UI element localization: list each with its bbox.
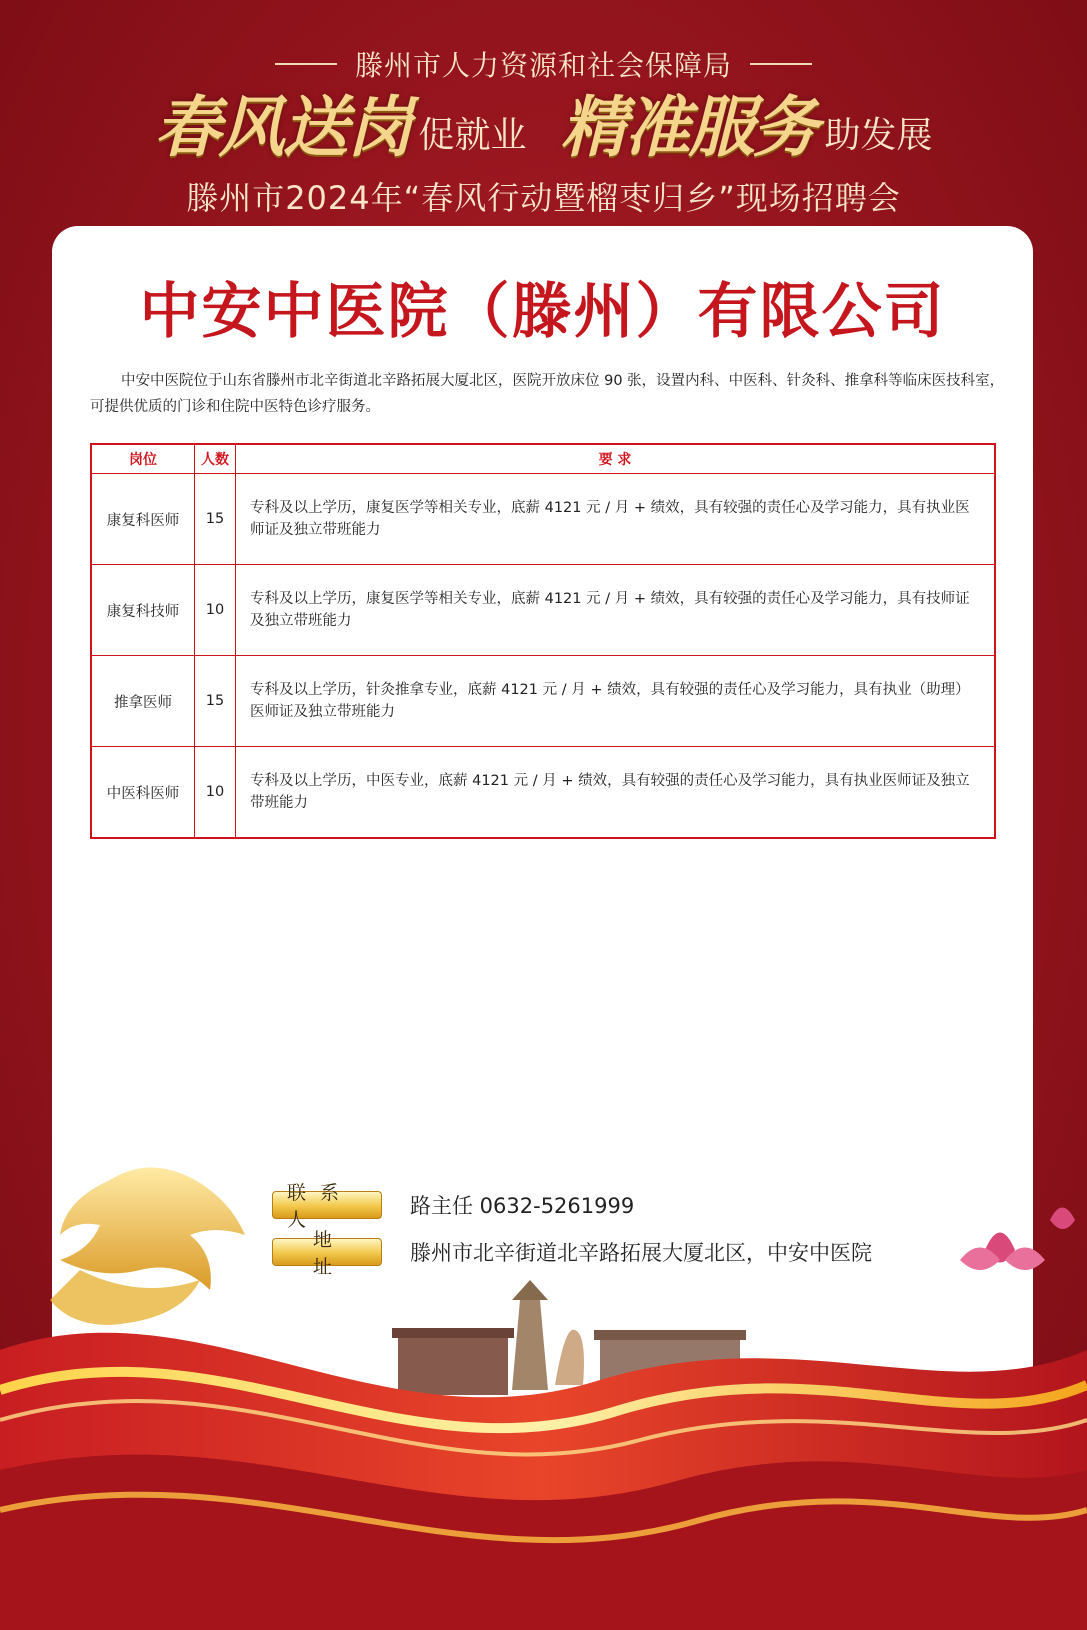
header-org	[0, 44, 1087, 84]
jobs-table	[90, 443, 996, 839]
table-row	[91, 747, 995, 839]
company-intro: 中安中医院位于山东省滕州市北辛街道北辛路拓展大厦北区，医院开放床位 90 张，设置内科、中医科、针灸科、推拿科等临床医技科室，可提供优质的门诊和住院中医特色诊疗服务。	[90, 373, 1005, 415]
slogan-1-small: 促就业	[418, 115, 527, 156]
header-position: 岗位	[91, 444, 195, 474]
row-count: 15	[195, 656, 236, 747]
row-count: 10	[195, 565, 236, 656]
slogan-row	[0, 90, 1087, 164]
right-rule	[750, 63, 812, 65]
left-rule	[275, 63, 337, 65]
statue-figure	[555, 1330, 584, 1385]
header-count: 人数	[195, 444, 236, 474]
dragon-icon	[50, 1168, 245, 1326]
row-requirement: 专科及以上学历，针灸推拿专业，底薪 4121 元 / 月 + 绩效，具有较强的责任心及学习能力，具有执业（助理）医师证及独立带班能力	[236, 656, 996, 747]
org-name: 滕州市人力资源和社会保障局	[354, 49, 732, 82]
slogan-2-small: 助发展	[824, 115, 933, 156]
row-position: 康复科医师	[91, 474, 195, 565]
contact-person-value: 路主任 0632-5261999	[410, 1194, 635, 1218]
contact-person-row	[272, 1182, 972, 1231]
row-requirement: 专科及以上学历，康复医学等相关专业，底薪 4121 元 / 月 + 绩效，具有较强的责任心及学习能力，具有执业医师证及独立带班能力	[236, 474, 996, 565]
row-requirement: 专科及以上学历，中医专业，底薪 4121 元 / 月 + 绩效，具有较强的责任心及学习能力，具有执业医师证及独立带班能力	[236, 747, 996, 839]
company-name: 中安中医院（滕州）有限公司	[139, 277, 946, 347]
slogan-1-big: 春风送岗	[154, 88, 411, 166]
row-position: 康复科技师	[91, 565, 195, 656]
address-value: 滕州市北辛街道北辛路拓展大厦北区，中安中医院	[410, 1241, 872, 1265]
row-position: 推拿医师	[91, 656, 195, 747]
footer-artwork	[0, 1150, 1087, 1630]
row-count: 15	[195, 474, 236, 565]
lotus-icon	[960, 1208, 1075, 1271]
header-requirement: 要 求	[236, 444, 996, 474]
table-row	[91, 565, 995, 656]
slogan-2-big: 精准服务	[560, 88, 817, 166]
row-requirement: 专科及以上学历，康复医学等相关专业，底薪 4121 元 / 月 + 绩效，具有较强的责任心及学习能力，具有技师证及独立带班能力	[236, 565, 996, 656]
contact-person-label: 联系人	[272, 1191, 382, 1219]
row-count: 10	[195, 747, 236, 839]
table-row	[91, 656, 995, 747]
table-row	[91, 474, 995, 565]
row-position: 中医科医师	[91, 747, 195, 839]
event-title: 滕州市2024年“春风行动暨榴枣归乡”现场招聘会	[186, 179, 901, 217]
address-label: 地址	[272, 1238, 382, 1266]
table-header-row	[91, 444, 995, 474]
address-row	[272, 1229, 972, 1278]
